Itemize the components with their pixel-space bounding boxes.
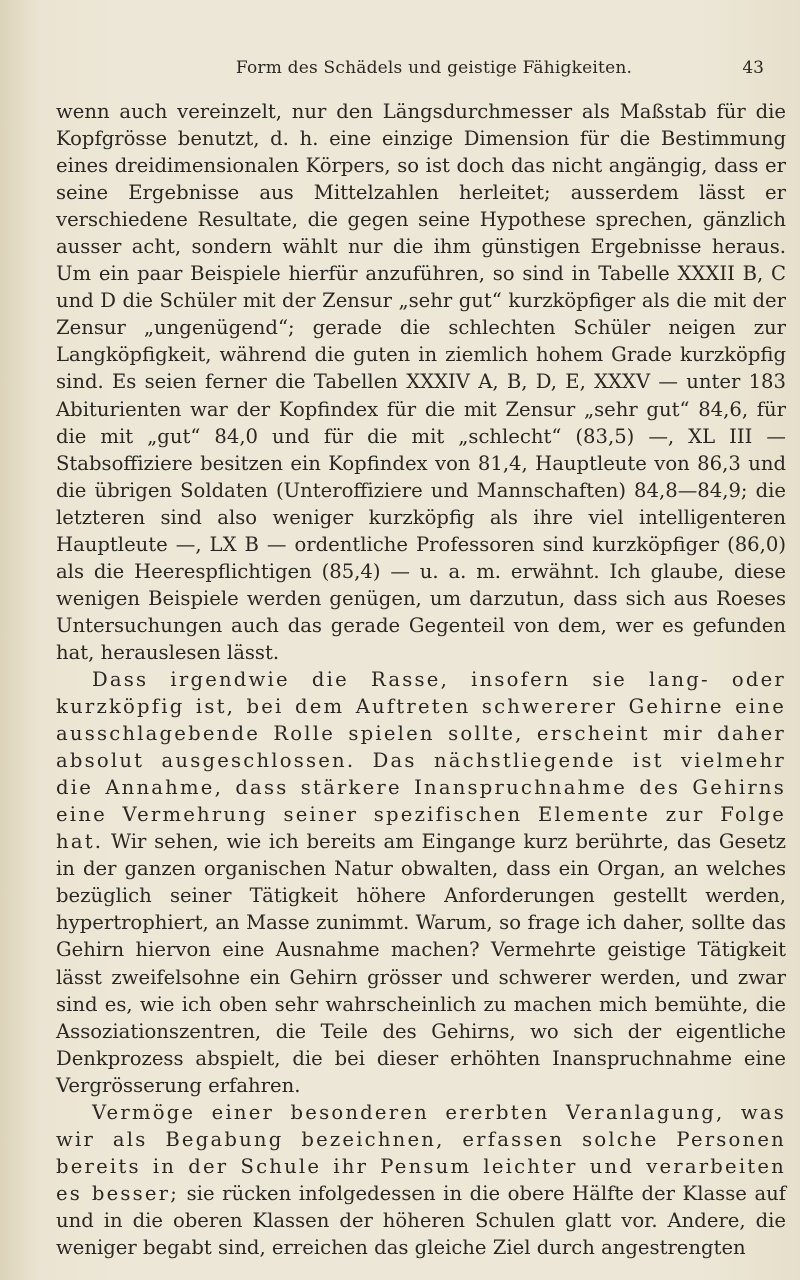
running-title: Form des Schädels und geistige Fähigkeiten.: [235, 58, 633, 78]
paragraph-2-continuation: Wir sehen, wie ich bereits am Eingange kurz berührte, das Gesetz in der ganzen organischen Natur obwalten, dass ein Organ, an welches bezüglich seiner Tätigkeit höhere Anforderungen gestellt werden, hypertrophiert, an Masse zunimmt. Warum, so frage ich daher, sollte das Gehirn hiervon eine Ausnahme machen? Vermehrte geistige Tätigkeit lässt zweifelsohne ein Gehirn grösser und schwerer werden, und zwar sind es, wie ich oben sehr wahrscheinlich zu machen mich bemühte, die Assoziationszentren, die Teile des Gehirns, wo sich der eigentliche Denkprozess abspielt, die bei dieser erhöhten Inanspruchnahme eine Vergrösserung erfahren.: [56, 830, 786, 1097]
page-number: 43: [742, 58, 764, 78]
paragraph-2: [56, 666, 786, 1099]
running-header: [104, 58, 764, 84]
paragraph-3: [56, 1099, 786, 1261]
paragraph-1: [56, 98, 786, 666]
paragraph-3-spaced-text: Vermöge einer besonderen ererbten Veranlagung, was wir als Begabung bezeichnen, erfassen solche Personen bereits in der Schule ihr Pensum leichter und verarbeiten es besser;: [56, 1100, 786, 1205]
paragraph-3-continuation: sie rücken infolgedessen in die obere Hälfte der Klasse auf und in die oberen Klassen der höheren Schulen glatt vor. Andere, die weniger begabt sind, erreichen das gleiche Ziel durch angestrengten: [56, 1181, 786, 1259]
paragraph-1-text: wenn auch vereinzelt, nur den Längsdurchmesser als Maßstab für die Kopfgrösse benutzt, d. h. eine einzige Dimension für die Bestimmung eines dreidimensionalen Körpers, so ist doch das nicht angängig, dass er seine Ergebnisse aus Mittelzahlen herleitet; ausserdem lässt er verschiedene Resultate, die gegen seine Hypothese sprechen, gänzlich ausser acht, sondern wählt nur die ihm günstigen Ergebnisse heraus. Um ein paar Beispiele hierfür anzuführen, so sind in Tabelle XXXII B, C und D die Schüler mit der Zensur „sehr gut“ kurzköpfiger als die mit der Zensur „ungenügend“; gerade die schlechten Schüler neigen zur Langköpfigkeit, während die guten in ziemlich hohem Grade kurzköpfig sind. Es seien ferner die Tabellen XXXIV A, B, D, E, XXXV — unter 183 Abiturienten war der Kopfindex für die mit Zensur „sehr gut“ 84,6, für die mit „gut“ 84,0 und für die mit „schlecht“ (83,5) —, XL III — Stabsoffiziere besitzen ein Kopfindex von 81,4, Hauptleute von 86,3 und die übrigen Soldaten (Unteroffiziere und Mannschaften) 84,8—84,9; die letzteren sind also weniger kurzköpfig als ihre viel intelligenteren Hauptleute —, LX B — ordentliche Professoren sind kurzköpfiger (86,0) als die Heerespflichtigen (85,4) — u. a. m. erwähnt. Ich glaube, diese wenigen Beispiele werden genügen, um darzutun, dass sich aus Roeses Untersuchungen auch das gerade Gegenteil von dem, wer es gefunden hat, herauslesen lässt.: [56, 100, 786, 664]
paragraph-2-spaced-text: Dass irgendwie die Rasse, insofern sie lang- oder kurzköpfig ist, bei dem Auftreten schwererer Gehirne eine ausschlagebende Rolle spielen sollte, erscheint mir daher absolut ausgeschlossen. Das nächstliegende ist vielmehr die Annahme, dass stärkere Inanspruchnahme des Gehirns eine Vermehrung seiner spezifischen Elemente zur Folge hat.: [56, 667, 786, 854]
body-text: [56, 98, 786, 1261]
